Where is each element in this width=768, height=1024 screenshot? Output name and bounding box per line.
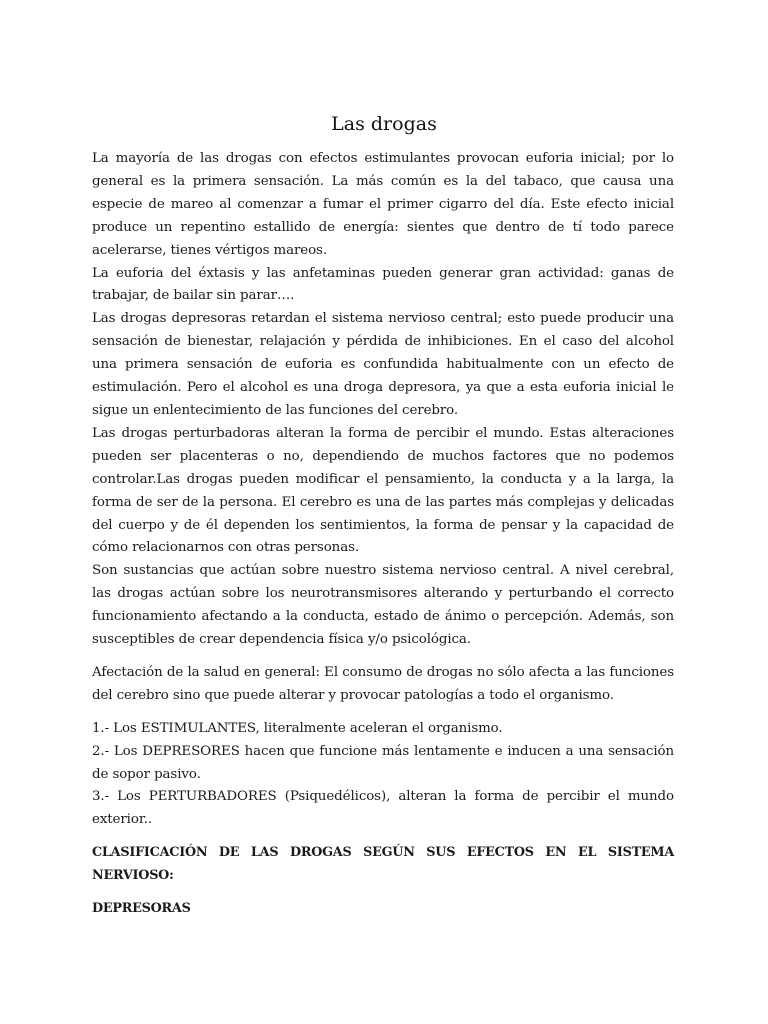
paragraph-estimulantes: La mayoría de las drogas con efectos estimulantes provocan euforia inicial; por lo general es la primera sensación. La más común es la del tabaco, que causa una especie de mareo al comenzar a fumar el primer cigarro del día. Este efecto inicial produce un repentino estallido de energía: sientes que dentro de tí todo parece acelerarse, tienes vértigos mareos. — [92, 151, 674, 258]
list-item-perturbadores: 3.- Los PERTURBADORES (Psiquedélicos), alteran la forma de percibir el mundo exterior.. — [92, 789, 674, 828]
heading-depresoras: DEPRESORAS — [92, 901, 191, 917]
paragraph-perturbadoras: Las drogas perturbadoras alteran la forma de percibir el mundo. Estas alteraciones pueden ser placenteras o no, dependiendo de muchos factores que no podemos controlar.Las drogas pueden modificar el pensamiento, la conducta y a la larga, la forma de ser de la persona. El cerebro es una de las partes más complejas y delicadas del cuerpo y de él dependen los sentimientos, la forma de pensar y la capacidad de cómo relacionarnos con otras personas. — [92, 425, 674, 556]
list-item-estimulantes: 1.- Los ESTIMULANTES, literalmente aceleran el organismo. — [92, 720, 503, 736]
page-title: Las drogas — [331, 113, 437, 135]
paragraph-euforia-extasis: La euforia del éxtasis y las anfetaminas pueden generar gran actividad: ganas de trabajar, de bailar sin parar…. — [92, 265, 674, 304]
paragraph-afectacion: Afectación de la salud en general: El consumo de drogas no sólo afecta a las funciones del cerebro sino que puede alterar y provocar patologías a todo el organismo. — [92, 664, 674, 703]
paragraph-sustancias: Son sustancias que actúan sobre nuestro sistema nervioso central. A nivel cerebral, las drogas actúan sobre los neurotransmisores alterando y perturbando el correcto funcionamiento afectando a la conducta, estado de ánimo o percepción. Además, son susceptibles de crear dependencia física y/o psicológica. — [92, 563, 674, 648]
list-item-depresores: 2.- Los DEPRESORES hacen que funcione más lentamente e inducen a una sensación de sopor pasivo. — [92, 743, 674, 782]
paragraph-depresoras: Las drogas depresoras retardan el sistema nervioso central; esto puede producir una sensación de bienestar, relajación y pérdida de inhibiciones. En el caso del alcohol una primera sensación de euforia es confundida habitualmente con un efecto de estimulación. Pero el alcohol es una droga depresora, ya que a esta euforia inicial le sigue un enlentecimiento de las funciones del cerebro. — [92, 311, 674, 418]
heading-clasificacion: CLASIFICACIÓN DE LAS DROGAS SEGÚN SUS EFECTOS EN EL SISTEMA NERVIOSO: — [92, 845, 674, 884]
document-body — [92, 148, 674, 921]
